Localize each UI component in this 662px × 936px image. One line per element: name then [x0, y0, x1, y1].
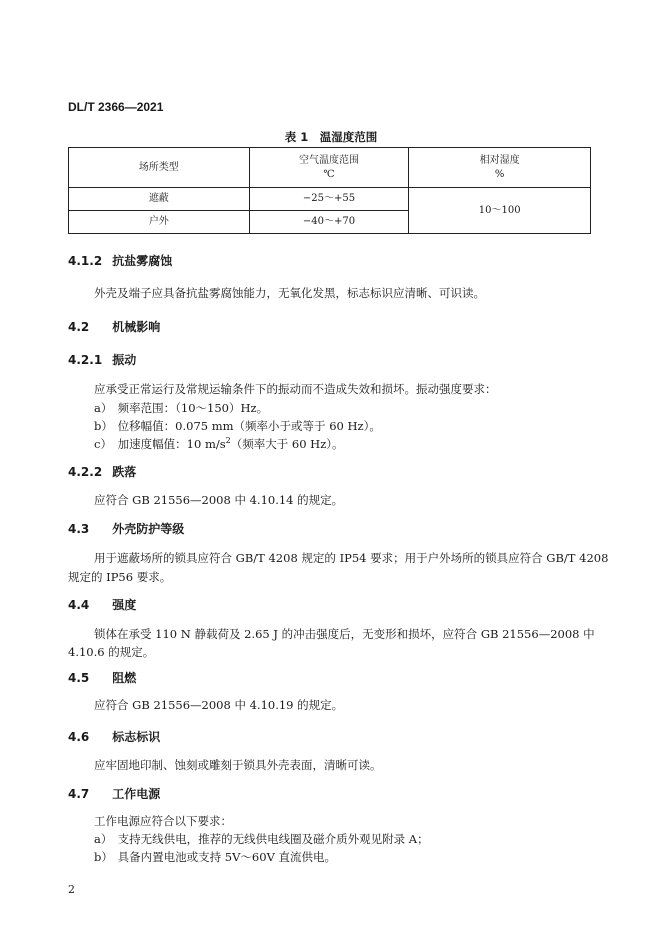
list-text: 位移幅值：0.075 mm（频率小于或等于 60 Hz）。 — [117, 419, 381, 433]
standard-code: DL/T 2366—2021 — [68, 100, 164, 114]
list-marker: b） — [94, 850, 113, 864]
section-title: 强度 — [112, 598, 137, 612]
section-number: 4.2.2 — [68, 465, 103, 479]
header-temperature — [249, 148, 409, 188]
list-item — [94, 831, 429, 847]
section-title: 外壳防护等级 — [112, 522, 185, 536]
list-marker: b） — [94, 419, 113, 433]
paragraph: 应承受正常运行及常规运输条件下的振动而不造成失效和损坏。振动强度要求： — [94, 382, 497, 396]
section-title: 抗盐雾腐蚀 — [112, 254, 173, 268]
section-title: 阻燃 — [112, 671, 137, 685]
header-temperature-label: 空气温度范围 — [298, 154, 359, 166]
section-number: 4.3 — [68, 522, 90, 536]
section-title: 跌落 — [112, 465, 137, 479]
section-heading-4-5 — [68, 669, 136, 686]
paragraph: 应符合 GB 21556—2008 中 4.10.19 的规定。 — [94, 698, 344, 712]
section-heading-4-4 — [68, 596, 136, 613]
list-text-tail: （频率大于 60 Hz）。 — [230, 437, 344, 451]
table-header-row — [69, 148, 591, 188]
section-number: 4.2 — [68, 320, 90, 334]
cell-temperature: −25～+55 — [249, 188, 409, 211]
paragraph: 外壳及端子应具备抗盐雾腐蚀能力，无氧化发黑，标志标识应清晰、可识读。 — [94, 286, 485, 300]
section-heading-4-1-2 — [68, 252, 172, 269]
section-title: 工作电源 — [112, 787, 161, 801]
header-temperature-unit: ℃ — [323, 168, 335, 180]
section-heading-4-6 — [68, 728, 160, 745]
cell-temperature: −40～+70 — [249, 211, 409, 234]
section-heading-4-2-2 — [68, 463, 136, 480]
section-number: 4.6 — [68, 730, 90, 744]
page-number: 2 — [68, 883, 75, 896]
paragraph-line: 规定的 IP56 要求。 — [68, 570, 172, 584]
paragraph: 工作电源应符合以下要求： — [94, 814, 232, 828]
section-title: 振动 — [112, 353, 137, 367]
section-title: 标志标识 — [112, 730, 161, 744]
list-marker: a） — [94, 401, 113, 415]
list-item — [94, 436, 344, 452]
temperature-humidity-table — [68, 147, 591, 234]
section-number: 4.1.2 — [68, 254, 103, 268]
section-title: 机械影响 — [112, 320, 161, 334]
section-number: 4.4 — [68, 598, 90, 612]
list-text: 具备内置电池或支持 5V～60V 直流供电。 — [117, 850, 337, 864]
section-heading-4-2-1 — [68, 351, 136, 368]
table-row — [69, 188, 591, 211]
list-marker: c） — [94, 437, 112, 451]
section-number: 4.2.1 — [68, 353, 103, 367]
paragraph: 应符合 GB 21556—2008 中 4.10.14 的规定。 — [94, 493, 344, 507]
header-humidity-unit: % — [494, 168, 505, 180]
list-item — [94, 400, 268, 416]
header-humidity — [409, 148, 591, 188]
paragraph-line: 锁体在承受 110 N 静载荷及 2.65 J 的冲击强度后，无变形和损坏，应符合 GB 21556—2008 中 — [94, 627, 595, 641]
list-text: 频率范围：（10～150）Hz。 — [117, 401, 269, 415]
section-heading-4-2 — [68, 318, 160, 335]
list-text: 加速度幅值：10 m/s — [117, 437, 226, 451]
section-heading-4-3 — [68, 520, 184, 537]
section-number: 4.7 — [68, 787, 90, 801]
header-humidity-label: 相对湿度 — [479, 154, 520, 166]
section-heading-4-7 — [68, 785, 160, 802]
cell-place: 遮蔽 — [69, 188, 250, 211]
header-place: 场所类型 — [69, 148, 250, 188]
cell-place: 户外 — [69, 211, 250, 234]
section-number: 4.5 — [68, 671, 90, 685]
list-item — [94, 849, 336, 865]
list-marker: a） — [94, 832, 113, 846]
paragraph: 应牢固地印制、蚀刻或雕刻于锁具外壳表面，清晰可读。 — [94, 758, 382, 772]
paragraph-line: 4.10.6 的规定。 — [68, 645, 155, 659]
cell-humidity: 10～100 — [409, 188, 591, 234]
table-caption: 表 1 温湿度范围 — [284, 130, 378, 144]
superscript: 2 — [225, 436, 231, 446]
paragraph-line: 用于遮蔽场所的锁具应符合 GB/T 4208 规定的 IP54 要求；用于户外场所的锁具应符合 GB/T 4208 — [94, 551, 609, 565]
list-text: 支持无线供电，推荐的无线供电线圈及磁介质外观见附录 A； — [117, 832, 429, 846]
list-item — [94, 418, 381, 434]
